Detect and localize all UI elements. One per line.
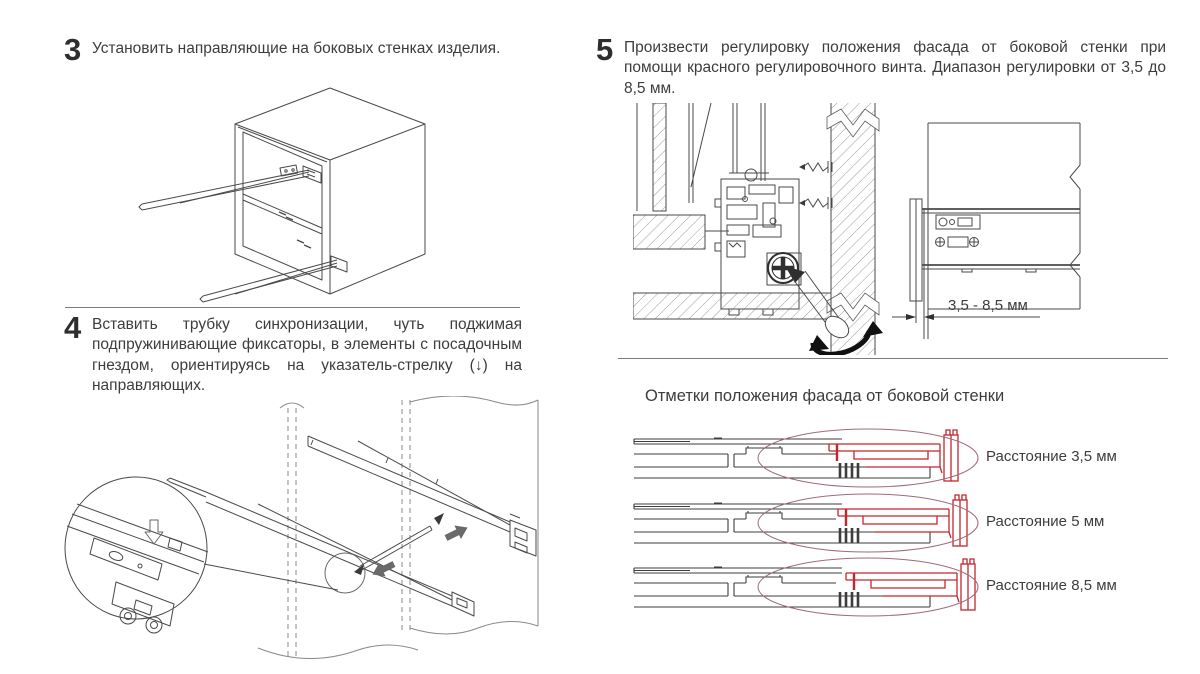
facade-mark-label-3-5: Расстояние 3,5 мм [986, 448, 1117, 465]
step3-number: 3 [64, 32, 82, 67]
step4-text: Вставить трубку синхронизации, чуть поджимая подпружинивающие фиксаторы, в элементы с посадочным гнездом, ориентируясь на указатель-стрелку (↓) на направляющих. [92, 316, 522, 395]
step5-sideview-figure [890, 103, 1170, 343]
facade-mark-figure-5 [630, 492, 980, 554]
step4-figure [58, 396, 540, 670]
step5-text: Произвести регулировку положения фасада от боковой стенки при помощи красного регулировочного винта. Диапазон регулировки от 3,5 до 8,5 мм. [624, 39, 1166, 97]
step3-figure [85, 82, 490, 308]
sync-tube [360, 526, 432, 570]
step5-number: 5 [596, 32, 614, 67]
tube-arrowhead-top [434, 513, 444, 525]
detail-circle [65, 477, 338, 633]
mechanism-detail [936, 215, 981, 247]
cabinet-box [235, 88, 425, 294]
facade-mark-figure-8-5 [630, 556, 980, 618]
side-wall-panel [928, 123, 1080, 309]
facade-marks-title: Отметки положения фасада от боковой стенки [645, 387, 1005, 405]
step3-text: Установить направляющие на боковых стенках изделия. [92, 40, 501, 57]
step5-section-figure [633, 103, 891, 355]
step4-number: 4 [64, 310, 82, 345]
dashed-panels [258, 396, 538, 659]
lower-slide [200, 256, 347, 302]
facade-mark-figure-3-5 [630, 427, 980, 489]
facade-mark-label-8-5: Расстояние 8,5 мм [986, 577, 1117, 594]
bold-arrow-up-icon [443, 521, 471, 545]
dimension-label: 3,5 - 8,5 мм [948, 297, 1028, 314]
slide-b [167, 478, 474, 616]
wall-screw-icon [799, 161, 832, 209]
right-column-divider [618, 358, 1168, 359]
red-adjuster [829, 430, 958, 481]
left-column-divider [65, 307, 520, 308]
facade-mark-label-5: Расстояние 5 мм [986, 513, 1105, 530]
red-adjuster [846, 559, 975, 610]
slide-a [308, 436, 536, 556]
upper-slide [139, 165, 321, 210]
